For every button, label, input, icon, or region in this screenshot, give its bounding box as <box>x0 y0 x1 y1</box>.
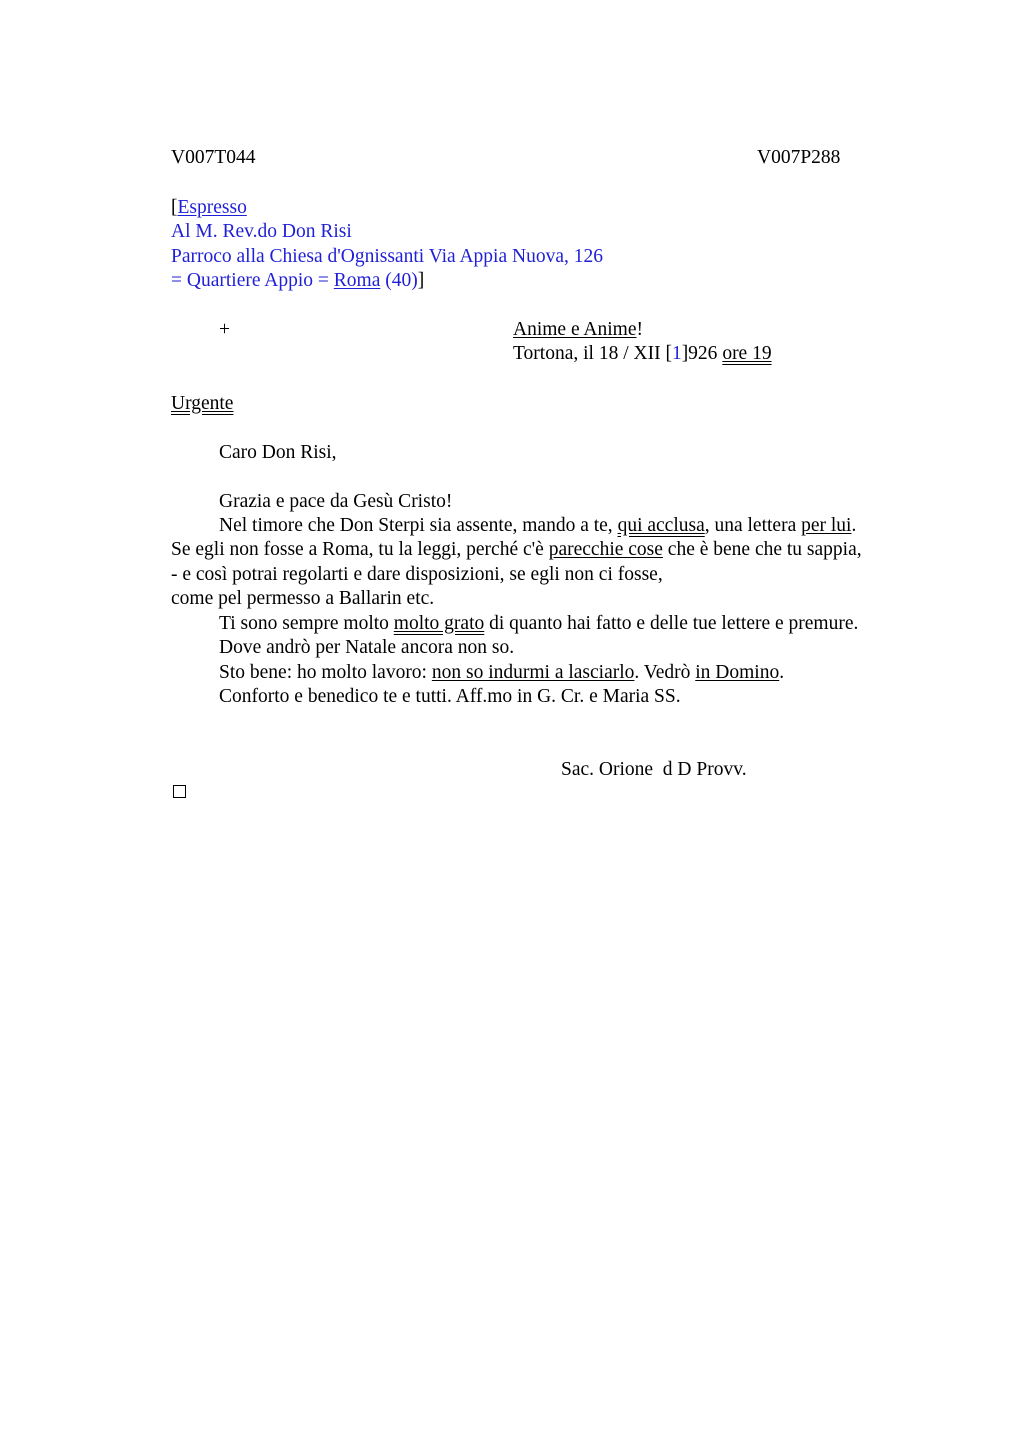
postal-text: (40) <box>380 270 418 291</box>
quartiere-text: = Quartiere Appio = <box>171 270 334 291</box>
document-code-right: V007P288 <box>757 147 841 168</box>
body-line-2-c: . <box>851 515 857 536</box>
signature: Sac. Orione d D Provv. <box>561 759 747 780</box>
molto-grato: molto grato <box>393 613 485 634</box>
place-date <box>513 342 772 366</box>
salutation: Caro Don Risi, <box>219 442 337 463</box>
espresso-label: Espresso <box>177 197 247 218</box>
body-line-3 <box>171 538 862 562</box>
body-line-4: - e così potrai regolarti e dare disposizioni, se egli non ci fosse, <box>171 564 663 585</box>
address-line-1 <box>171 196 247 220</box>
roma-label: Roma <box>333 270 381 291</box>
place-date-pre: Tortona, il 18 / XII [ <box>513 343 672 364</box>
body-line-6-a: Ti sono sempre molto <box>219 613 394 634</box>
document-code-left: V007T044 <box>171 147 256 168</box>
non-so-indurmi: non so indurmi a lasciarlo <box>431 662 635 683</box>
body-line-2 <box>219 514 856 538</box>
body-line-7: Dove andrò per Natale ancora non so. <box>219 637 515 658</box>
body-line-8-c: . <box>779 662 785 683</box>
bracket-open: [ <box>171 197 178 218</box>
bracket-close: ] <box>417 270 425 291</box>
time-underlined: ore 19 <box>722 343 772 364</box>
body-line-8 <box>219 661 784 685</box>
body-line-6-b: di quanto hai fatto e delle tue lettere e premure. <box>484 613 859 634</box>
place-date-mid: ]926 <box>681 343 723 364</box>
end-marker-box <box>173 785 186 798</box>
body-line-9: Conforto e benedico te e tutti. Aff.mo in G. Cr. e Maria SS. <box>219 686 681 707</box>
motto <box>513 318 643 342</box>
body-line-2-a: Nel timore che Don Sterpi sia assente, mando a te, <box>219 515 618 536</box>
address-line-3: Parroco alla Chiesa d'Ognissanti Via Appia Nuova, 126 <box>171 246 603 267</box>
motto-underlined: Anime e Anime <box>513 319 637 340</box>
motto-end: ! <box>636 319 643 340</box>
parecchie-cose: parecchie cose <box>548 539 663 560</box>
address-line-4 <box>171 269 424 293</box>
body-line-5: come pel permesso a Ballarin etc. <box>171 588 435 609</box>
body-line-8-b: . Vedrò <box>634 662 696 683</box>
in-domino: in Domino <box>695 662 780 683</box>
qui-acclusa: qui acclusa <box>617 515 705 536</box>
body-line-3-b: che è bene che tu sappia, <box>662 539 862 560</box>
body-line-6 <box>219 612 858 636</box>
body-line-2-b: , una lettera <box>704 515 802 536</box>
body-line-8-a: Sto bene: ho molto lavoro: <box>219 662 432 683</box>
year-bracket: 1 <box>671 343 682 364</box>
address-line-2: Al M. Rev.do Don Risi <box>171 221 352 242</box>
per-lui: per lui <box>801 515 852 536</box>
cross-symbol: + <box>219 319 230 340</box>
body-line-3-a: Se egli non fosse a Roma, tu la leggi, perché c'è <box>171 539 549 560</box>
urgente-label: Urgente <box>171 393 234 414</box>
body-line-1: Grazia e pace da Gesù Cristo! <box>219 491 453 512</box>
